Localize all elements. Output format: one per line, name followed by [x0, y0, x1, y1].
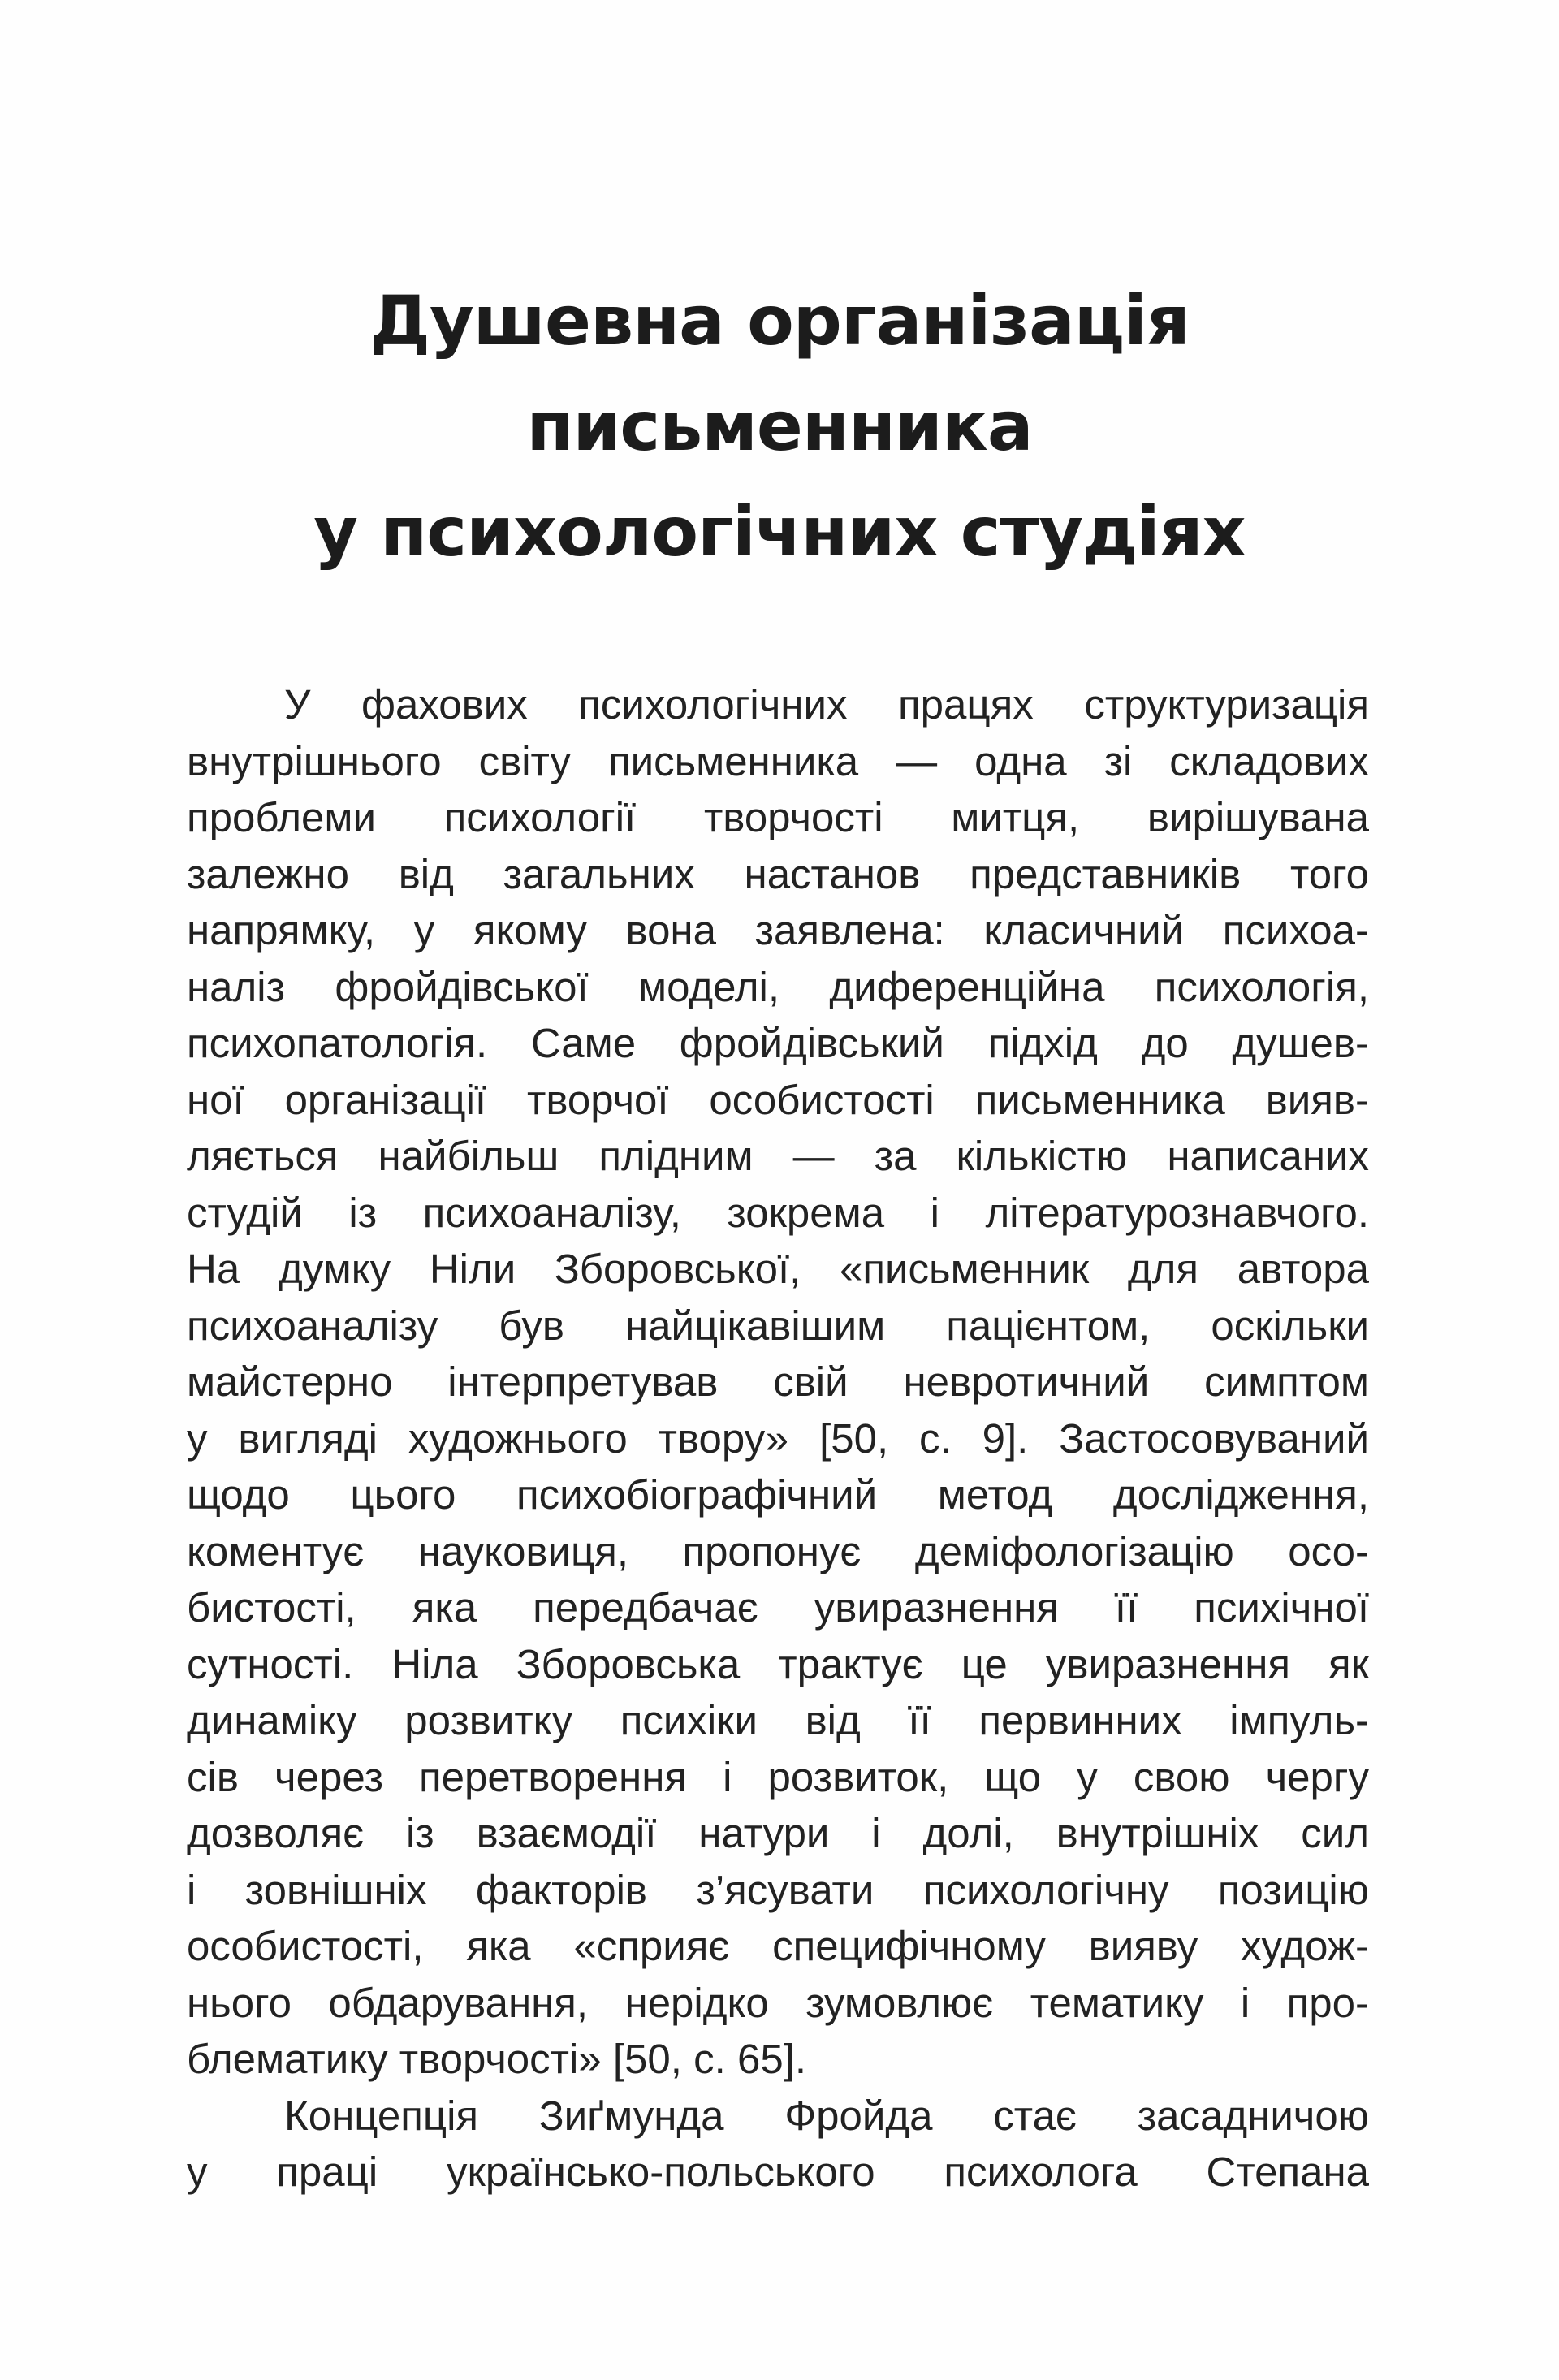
chapter-title: [0, 268, 1559, 585]
text-line: Концепція Зиґмунда Фройда стає засадничою: [284, 2092, 1369, 2139]
text-line: і зовнішніх факторів з’ясувати психологічну позицію: [187, 1866, 1369, 1913]
chapter-title-line: у психологічних студіях: [313, 492, 1246, 572]
text-line: психопатологія. Саме фройдівський підхід до душев-: [187, 1020, 1369, 1066]
text-line: студій із психоаналізу, зокрема і літературознавчого.: [187, 1189, 1369, 1236]
text-line: майстерно інтерпретував свій невротичний симптом: [187, 1358, 1369, 1405]
text-line: бистості, яка передбачає увиразнення її психічної: [187, 1584, 1369, 1631]
text-line: психоаналізу був найцікавішим пацієнтом, оскільки: [187, 1302, 1369, 1349]
body-text: [187, 676, 1369, 2201]
text-line: особистості, яка «сприяє специфічному вияву худож-: [187, 1923, 1369, 1969]
text-line: ляється найбільш плідним — за кількістю написаних: [187, 1133, 1369, 1179]
text-line: залежно від загальних настанов представників того: [187, 850, 1369, 897]
text-line: напрямку, у якому вона заявлена: класичний психоа-: [187, 907, 1369, 953]
text-line: сів через перетворення і розвиток, що у свою чергу: [187, 1753, 1369, 1800]
paragraph-2: [187, 2088, 1369, 2201]
paragraph-1: [187, 676, 1369, 2088]
text-line: У фахових психологічних працях структуризація: [284, 681, 1369, 728]
text-line: у вигляді художнього твору» [50, с. 9]. Застосовуваний: [187, 1415, 1369, 1462]
chapter-title-line: письменника: [526, 387, 1033, 466]
text-line: наліз фройдівської моделі, диференційна психологія,: [187, 963, 1369, 1010]
text-line: На думку Ніли Зборовської, «письменник для автора: [187, 1246, 1369, 1292]
text-line: коментує науковиця, пропонує деміфологізацію осо-: [187, 1527, 1369, 1574]
text-line: нього обдарування, нерідко зумовлює тематику і про-: [187, 1979, 1369, 2026]
text-line: блематику творчості» [50, с. 65].: [187, 2036, 807, 2082]
text-line: внутрішнього світу письменника — одна зі складових: [187, 737, 1369, 784]
text-line: проблеми психології творчості митця, вирішувана: [187, 794, 1369, 840]
chapter-title-line: Душевна організація: [369, 281, 1190, 361]
text-line: ної організації творчої особистості письменника вияв-: [187, 1076, 1369, 1123]
text-line: у праці українсько-польського психолога Степана: [187, 2149, 1369, 2195]
text-line: щодо цього психобіографічний метод дослідження,: [187, 1471, 1369, 1518]
text-line: сутності. Ніла Зборовська трактує це увиразнення як: [187, 1640, 1369, 1687]
text-line: дозволяє із взаємодії натури і долі, внутрішніх сил: [187, 1810, 1369, 1856]
text-line: динаміку розвитку психіки від її первинних імпуль-: [187, 1697, 1369, 1743]
